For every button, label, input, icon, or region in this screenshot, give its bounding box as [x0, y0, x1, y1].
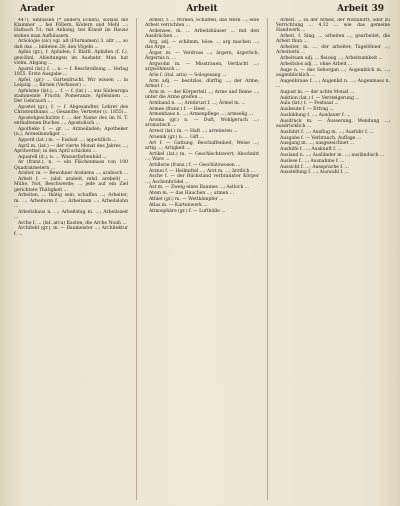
- entry-paragraph: Ausfahrt f. ...; Ausflug m. ...; Ausfuhr f. ...: [280, 129, 374, 135]
- entry-paragraph: Ausstellung f. ...; Auswahl f. ...: [280, 170, 349, 176]
- entry-paragraph: Artikel (lat.) m. — Geschlechtswort; Abschnitt ...; Ware ...: [145, 151, 259, 162]
- entry-paragraph: Atlas m. — Kartenwerk ...: [149, 202, 208, 208]
- entry-paragraph: Armband n. ...; Armbrust f. ...; Ärmel m. ...: [149, 100, 246, 106]
- entry-paragraph: Architekt (gr.), m. — Baumeister ...; Architektur f. ...: [14, 226, 128, 237]
- entry-paragraph: Apostel (gr.), f. — f. Abgesandter, Lehrer des Christenthums ...; Gesandte; Vertreter (c. 1855)...: [14, 104, 128, 116]
- entry-paragraph: April m. (lat.) — der vierte Monat des Jahres ...; Aprilwetter; in den April schicken ...: [14, 143, 128, 154]
- entry-paragraph: Appetit (lat.) m. — Esslust ...; appetitlich ...: [18, 137, 117, 143]
- column-rule: [267, 18, 268, 500]
- entry-paragraph: Ausdruck m. — Äusserung, Wendung ...; ausdrücklich ...: [276, 118, 390, 129]
- entry-paragraph: Armee (franz.) f. — Heer ...: [149, 106, 211, 112]
- entry-paragraph: Arm m. — der Körperteil ...; Arme und Beine ...; unter die Arme greifen ...: [145, 89, 259, 100]
- entry-paragraph: Athlet (gr.) m. — Wettkämpfer ...: [149, 196, 224, 202]
- entry-paragraph: August m. — der achte Monat ...: [280, 89, 355, 95]
- entry-paragraph: Ausbeute f. — Ertrag ...: [280, 107, 334, 113]
- entry-paragraph: Artillerie (franz.) f. — Geschützwesen ...: [149, 162, 241, 168]
- entry-paragraph: Augenbraue f. ...; Augenlid n. ...; Augenmass n. ...: [276, 78, 390, 89]
- entry-paragraph: Arm adj. — besitzlos, dürftig ...; der Arme; Armut f. ...: [145, 78, 259, 89]
- entry-paragraph: Arie f. (ital. aria) — Sologesang ...: [149, 73, 227, 78]
- header-center-word: Arbeit: [186, 4, 218, 14]
- entry-paragraph: Ardensee, m. ... Arbeitshäuser ... mit den Ausdrücken ...: [145, 29, 259, 40]
- entry-paragraph: Arsenik (gr.) n. ... Gift ...: [149, 134, 205, 140]
- entry-paragraph: Apotheke f. — gr. ... Arzneiladen; Apotheker (n.), Arzneikundiger ...: [14, 126, 128, 138]
- entry-paragraph: Art f. — Gattung, Beschaffenheit, Weise ...; artig ...; Artigkeit ...: [145, 140, 259, 151]
- entry-paragraph: Arg, adj. — schlimm, böse; ... arg machen ...; das Arge ...: [145, 40, 259, 51]
- entry-paragraph: Arbeitslos adj. ... ohne Arbeit ...: [280, 62, 353, 67]
- entry-paragraph: Arbeitsam adj. ... fleissig ...; Arbeitsamkeit ...: [280, 56, 383, 62]
- entry-paragraph: Auslese f. ...; Ausnahme f. ...: [280, 158, 345, 164]
- entry-paragraph: Ausgang m. ...; ausgezeichnet ...: [280, 141, 354, 147]
- entry-paragraph: Aussicht f. ...; Aussprache f. ...: [280, 164, 349, 170]
- entry-paragraph: Aula (lat.) f. — Festsaal ...: [280, 101, 339, 107]
- text-columns: [14, 18, 390, 500]
- entry-paragraph: Arbeitshaus n. ...; Arbeitstag m. ...; Arbeitszeit ...: [14, 209, 128, 220]
- entry-paragraph: Argwohn m. — Misstrauen, Verdacht ...; argwöhnisch ...: [145, 62, 259, 73]
- entry-paragraph: Aräologie (sic) vgl. alt (Flurnamen) 3. altr ..., so daß das ... bildeten 28; den Vögeln ...: [14, 39, 128, 50]
- entry-paragraph: Ärger m. — Verdruss ...; ärgern, ärgerlich; Ärgernis n. ...: [145, 51, 259, 62]
- column-right: [276, 18, 390, 500]
- entry-paragraph: Atmosphäre (gr.) f. — Lufthülle ...: [149, 208, 226, 214]
- entry-paragraph: Apostelgeschichte f. ... der Name des im N. T. enthaltenen Buches ...; Apostolisch ...: [14, 115, 128, 127]
- entry-paragraph: Apfel, (gr.) ... Gartenfrucht. Wir wissen ... in Leipzig ...; Birnen (Verfasser) ...: [14, 77, 128, 88]
- entry-paragraph: Auktion (lat.) f. — Versteigerung ...: [280, 95, 360, 101]
- entry-paragraph: Arbeiter, m. ..., der arbeitet; Tagelöhner ...; Arbeiterin ...: [276, 45, 390, 56]
- entry-paragraph: Ar (franz.), n. — ein Flächenmass von 100 Quadratmetern ...: [14, 160, 128, 171]
- column-middle: [145, 18, 259, 500]
- entry-paragraph: Aparel (lat.) f. ... n. — f. Beschreibung ... Verlag 1855. Erste Ausgabe ...: [14, 66, 128, 77]
- entry-paragraph: Ausbildung f. ...; Ausdauer f. ...: [280, 112, 351, 118]
- entry-paragraph: Aphis (gr.), f. Aphiden; f. Blattl. Aphiden (f. f.), gewöhnl. Ableitungen im Aushebr. Man hat vielm. Abgang ...: [14, 50, 128, 66]
- entry-paragraph: Arbeit f. — (ahd. arabeit, mhd. arebeit) ... Mühe, Not, Beschwerde; ... jede auf ein Ziel gerichtete Thätigkeit ...: [14, 177, 128, 193]
- entry-paragraph: Arbeit, f. Sing. ... arbeiten ..., gearbeitet, die Arbeit thun ...: [276, 34, 390, 45]
- entry-paragraph: Arrest (lat.) m. — Haft ...; arretieren ...: [149, 129, 238, 135]
- entry-paragraph: Ast m. — Zweig eines Baumes ...; Astloch ...: [149, 185, 249, 191]
- entry-paragraph: Aquarell (it.), n. ... Wasserfarbenbild ...: [18, 154, 107, 160]
- entry-paragraph: Aushilfe f. ...; Auskunft f. ...: [280, 147, 342, 153]
- entry-paragraph: Aroma (gr.) n. — Duft, Wohlgeruch ...; aromatisch ...: [145, 118, 259, 129]
- page-header: [16, 4, 388, 18]
- entry-paragraph: Asche f. — der Rückstand verbrannter Körper ...; Aschenbrödel ...: [145, 174, 259, 185]
- entry-paragraph: Arbeit, f. ... Wirken, Schaffen, das Werk ...; eine Arbeit verrichten ...: [145, 18, 259, 29]
- header-right-word: Arbeit 39: [337, 4, 384, 14]
- entry-paragraph: Arbeit. ... zu der Arbeit, der Nothdurft, oder zu Verrichtung ... 4,12 ... wie das gemeine Handwerk ...: [276, 18, 390, 34]
- entry-paragraph: Ausgabe f. — Verbrauch, Auflage ...: [280, 135, 361, 141]
- entry-paragraph: Auge n. — das Sehorgan ...; Augenblick m. ...; augenblicklich ...: [276, 67, 390, 78]
- entry-paragraph: 447), umfassen (* andern Ecken), sodass die Klammer ... bei Pöllern, Ködern und Mehl ...; Halbach 51; mit Anhang, bei Krauß im Hause stehen man Aufhäusern.: [14, 18, 128, 39]
- entry-paragraph: Arche f. ... (lat. arca) Kasten; die Arche Noah ...: [18, 220, 127, 226]
- entry-paragraph: Arznei f. — Heilmittel ...; Arzt m. ...; ärztlich ...: [149, 168, 256, 174]
- column-left: [14, 18, 128, 500]
- column-rule: [136, 18, 137, 500]
- entry-paragraph: Ausland n. ...; Ausländer m. ...; ausländisch ...: [280, 152, 385, 158]
- entry-paragraph: Araber, m. — Bewohner Arabiens ...; arabisch ...: [18, 171, 128, 177]
- entry-paragraph: Atem m. — das Hauchen ...; atmen ...: [149, 191, 234, 197]
- entry-paragraph: Apfelsine (lat.), ... f. — f. (lat.) ... aus Südeuropa stammende Frucht; Pomeranze, Apfelsinen ... Der Gebrauch ...: [14, 88, 128, 105]
- entry-paragraph: Armenhaus n. ...; Armenpflege ...; armselig ...: [149, 112, 253, 118]
- header-left-word: Arader: [20, 4, 55, 14]
- entry-paragraph: Arbeiten, ... thätig sein, schaffen ...; Arbeiter, m. ...; Arbeiterin f. ...; Arbeitsam ...; Arbeitslohn ...: [14, 193, 128, 209]
